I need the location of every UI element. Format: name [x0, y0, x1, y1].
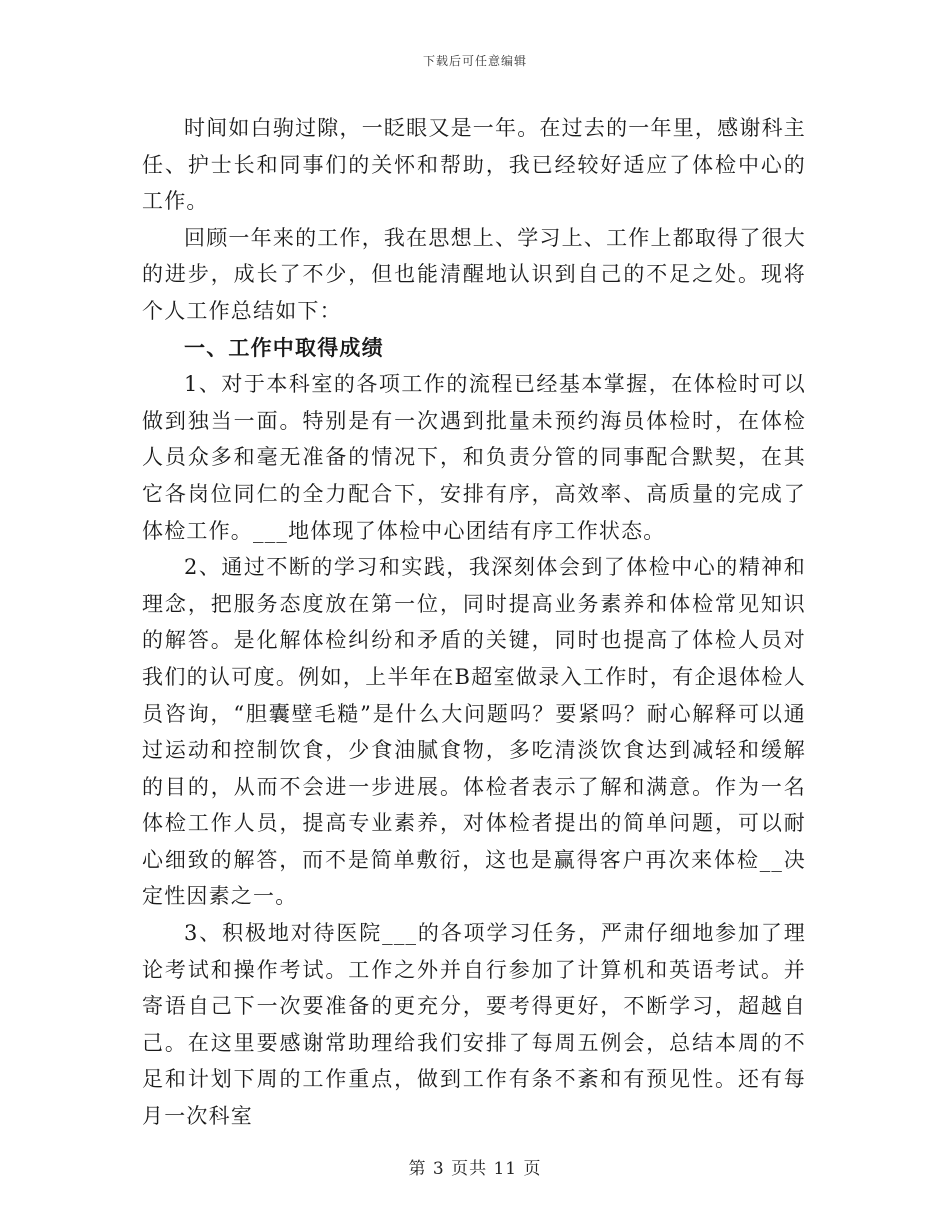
paragraph-item-3: 3、积极地对待医院___的各项学习任务，严肃仔细地参加了理论考试和操作考试。工作之外并自行参加了计算机和英语考试。并寄语自己下一次要准备的更充分，要考得更好，不断学习，超越自己。在这里要感谢常助理给我们安排了每周五例会，总结本周的不足和计划下周的工作重点，做到工作有条不紊和有预见性。还有每月一次科室 [142, 921, 806, 1129]
paragraph-intro: 时间如白驹过隙，一眨眼又是一年。在过去的一年里，感谢科主任、护士长和同事们的关怀和帮助，我已经较好适应了体检中心的工作。 [142, 116, 806, 214]
document-body [142, 110, 806, 1135]
paragraph-review: 回顾一年来的工作，我在思想上、学习上、工作上都取得了很大的进步，成长了不少，但也能清醒地认识到自己的不足之处。现将个人工作总结如下： [142, 225, 806, 323]
page-number: 第 3 页共 11 页 [408, 1159, 542, 1179]
page-header: 下载后可任意编辑 [422, 54, 527, 68]
section-heading: 一、工作中取得成绩 [184, 335, 384, 360]
paragraph-item-2: 2、通过不断的学习和实践，我深刻体会到了体检中心的精神和理念，把服务态度放在第一位，同时提高业务素养和体检常见知识的解答。是化解体检纠纷和矛盾的关键，同时也提高了体检人员对我们的认可度。例如，上半年在B超室做录入工作时，有企退体检人员咨询，“胆囊壁毛糙”是什么大问题吗？要紧吗？耐心解释可以通过运动和控制饮食，少食油腻食物，多吃清淡饮食达到减轻和缓解的目的，从而不会进一步进展。体检者表示了解和满意。作为一名体检工作人员，提高专业素养，对体检者提出的简单问题，可以耐心细致的解答，而不是简单敷衍，这也是赢得客户再次来体检__决定性因素之一。 [142, 555, 806, 909]
paragraph-item-1: 1、对于本科室的各项工作的流程已经基本掌握，在体检时可以做到独当一面。特别是有一次遇到批量未预约海员体检时，在体检人员众多和毫无准备的情况下，和负责分管的同事配合默契，在其它各岗位同仁的全力配合下，安排有序，高效率、高质量的完成了体检工作。___地体现了体检中心团结有序工作状态。 [142, 372, 806, 543]
